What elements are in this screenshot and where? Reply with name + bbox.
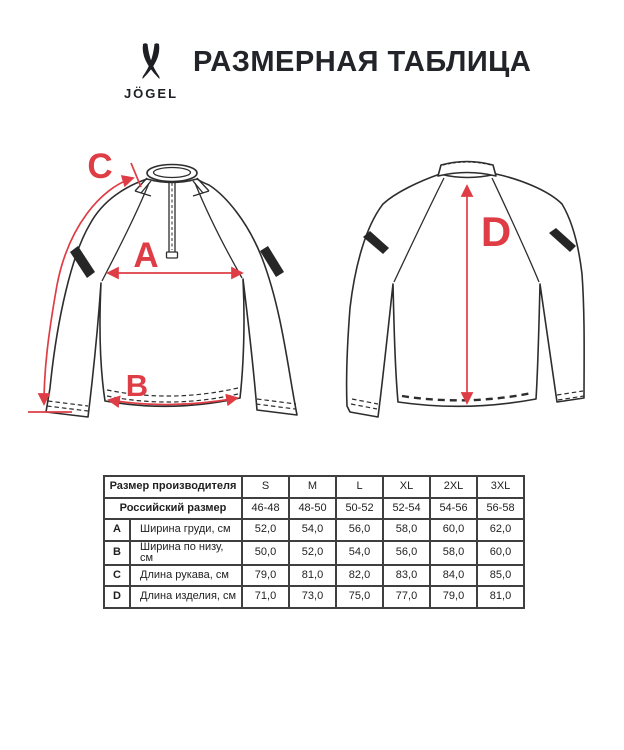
back-collar bbox=[438, 162, 496, 177]
row-letter: C bbox=[104, 565, 130, 587]
manufacturer-size-label: Размер производителя bbox=[104, 476, 242, 498]
brand-logo bbox=[116, 42, 186, 101]
measure-label-d: D bbox=[480, 208, 512, 255]
front-silhouette bbox=[46, 179, 297, 417]
value-cell: 62,0 bbox=[477, 519, 524, 541]
value-cell: 58,0 bbox=[430, 541, 477, 565]
size-header: 2XL bbox=[430, 476, 477, 498]
measure-label-b: B bbox=[125, 368, 149, 403]
russian-size-cell: 50-52 bbox=[336, 498, 383, 520]
russian-size-cell: 54-56 bbox=[430, 498, 477, 520]
russian-size-cell: 56-58 bbox=[477, 498, 524, 520]
back-view-drawing bbox=[347, 162, 585, 418]
russian-size-row bbox=[104, 498, 524, 520]
row-letter: D bbox=[104, 586, 130, 608]
russian-size-cell: 46-48 bbox=[242, 498, 289, 520]
page-title: РАЗМЕРНАЯ ТАБЛИЦА bbox=[193, 46, 532, 78]
measurement-row-d bbox=[104, 586, 524, 608]
russian-size-cell: 48-50 bbox=[289, 498, 336, 520]
value-cell: 79,0 bbox=[430, 586, 477, 608]
manufacturer-size-row bbox=[104, 476, 524, 498]
value-cell: 73,0 bbox=[289, 586, 336, 608]
brand-wordmark: JÖGEL bbox=[123, 86, 179, 101]
value-cell: 79,0 bbox=[242, 565, 289, 587]
value-cell: 54,0 bbox=[336, 541, 383, 565]
row-parameter: Длина изделия, см bbox=[130, 586, 242, 608]
front-view-drawing bbox=[28, 147, 297, 417]
value-cell: 81,0 bbox=[289, 565, 336, 587]
size-header: XL bbox=[383, 476, 430, 498]
size-header: S bbox=[242, 476, 289, 498]
row-parameter: Ширина груди, см bbox=[130, 519, 242, 541]
measure-label-c: C bbox=[87, 147, 113, 186]
measurement-row-b bbox=[104, 541, 524, 565]
value-cell: 81,0 bbox=[477, 586, 524, 608]
value-cell: 54,0 bbox=[289, 519, 336, 541]
measure-label-a: A bbox=[133, 236, 159, 275]
size-header: M bbox=[289, 476, 336, 498]
size-table bbox=[103, 475, 525, 609]
russian-size-cell: 52-54 bbox=[383, 498, 430, 520]
value-cell: 83,0 bbox=[383, 565, 430, 587]
value-cell: 58,0 bbox=[383, 519, 430, 541]
measurement-row-c bbox=[104, 565, 524, 587]
back-silhouette bbox=[347, 174, 585, 417]
row-parameter: Длина рукава, см bbox=[130, 565, 242, 587]
size-header: L bbox=[336, 476, 383, 498]
russian-size-label: Российский размер bbox=[104, 498, 242, 520]
measurement-row-a bbox=[104, 519, 524, 541]
value-cell: 50,0 bbox=[242, 541, 289, 565]
value-cell: 52,0 bbox=[289, 541, 336, 565]
value-cell: 75,0 bbox=[336, 586, 383, 608]
value-cell: 60,0 bbox=[430, 519, 477, 541]
value-cell: 85,0 bbox=[477, 565, 524, 587]
value-cell: 56,0 bbox=[383, 541, 430, 565]
value-cell: 60,0 bbox=[477, 541, 524, 565]
value-cell: 84,0 bbox=[430, 565, 477, 587]
garment-diagrams bbox=[0, 140, 624, 470]
jogel-logo-icon bbox=[136, 42, 166, 84]
value-cell: 77,0 bbox=[383, 586, 430, 608]
row-parameter: Ширина по низу, см bbox=[130, 541, 242, 565]
value-cell: 56,0 bbox=[336, 519, 383, 541]
value-cell: 52,0 bbox=[242, 519, 289, 541]
value-cell: 82,0 bbox=[336, 565, 383, 587]
value-cell: 71,0 bbox=[242, 586, 289, 608]
row-letter: B bbox=[104, 541, 130, 565]
size-header: 3XL bbox=[477, 476, 524, 498]
row-letter: A bbox=[104, 519, 130, 541]
